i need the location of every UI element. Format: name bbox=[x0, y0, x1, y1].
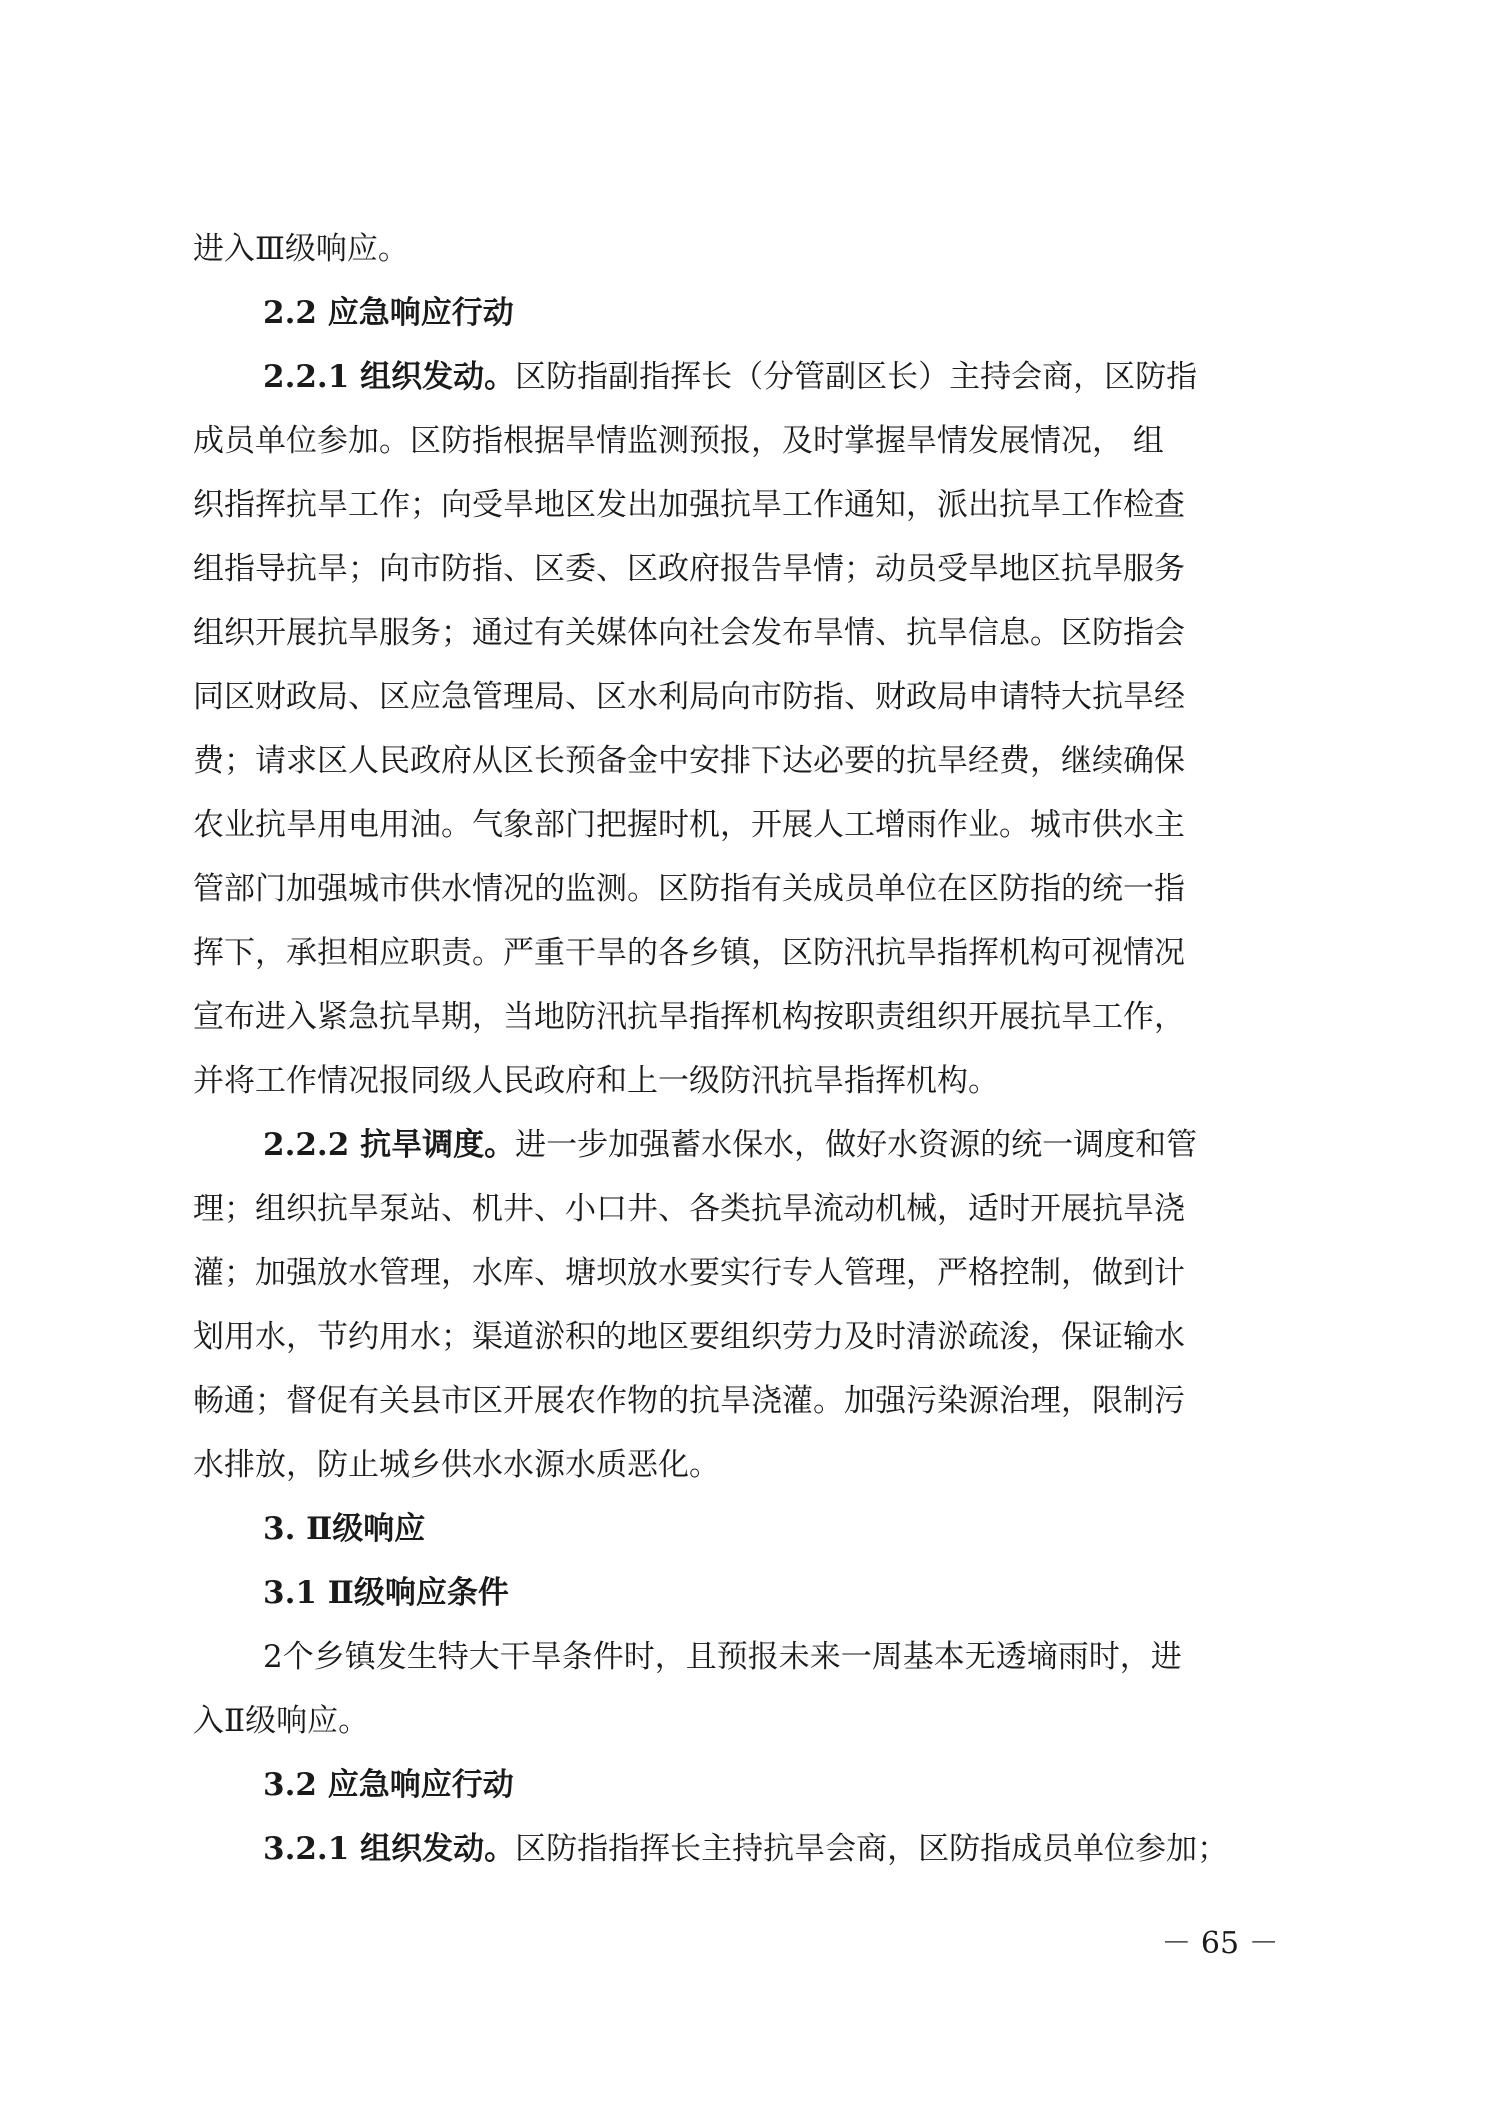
paragraph-line bbox=[193, 1241, 1297, 1305]
section-heading-2-2 bbox=[193, 281, 1297, 345]
line-text: 同区财政局、区应急管理局、区水利局向市防指、财政局申请特大抗旱经 bbox=[193, 679, 1185, 715]
paragraph-line bbox=[193, 921, 1297, 985]
paragraph-line bbox=[193, 473, 1297, 537]
line-text: 组织开展抗旱服务；通过有关媒体向社会发布旱情、抗旱信息。区防指会 bbox=[193, 615, 1185, 651]
paragraph-line-3-2-1-start bbox=[193, 1817, 1297, 1881]
subsection-lead-2-2-2: 2.2.2 抗旱调度。 bbox=[263, 1127, 516, 1163]
line-text: 水排放，防止城乡供水水源水质恶化。 bbox=[193, 1447, 720, 1483]
paragraph-line bbox=[193, 1049, 1297, 1113]
line-text: 费；请求区人民政府从区长预备金中安排下达必要的抗旱经费，继续确保 bbox=[193, 743, 1185, 779]
line-text: 管部门加强城市供水情况的监测。区防指有关成员单位在区防指的统一指 bbox=[193, 871, 1185, 907]
paragraph-line-3-1-start bbox=[193, 1625, 1297, 1689]
line-text: 织指挥抗旱工作；向受旱地区发出加强抗旱工作通知，派出抗旱工作检查 bbox=[193, 487, 1185, 523]
line-text: 理；组织抗旱泵站、机井、小口井、各类抗旱流动机械，适时开展抗旱浇 bbox=[193, 1191, 1185, 1227]
paragraph-line bbox=[193, 409, 1297, 473]
page-number: － 65 － bbox=[1161, 1926, 1279, 1961]
section-heading-3-1 bbox=[193, 1561, 1297, 1625]
document-body bbox=[193, 217, 1297, 1881]
paragraph-line-2-2-1-start bbox=[193, 345, 1297, 409]
line-text: 挥下，承担相应职责。严重干旱的各乡镇，区防汛抗旱指挥机构可视情况 bbox=[193, 935, 1185, 971]
section-heading-3-2 bbox=[193, 1753, 1297, 1817]
paragraph-line-continuation bbox=[193, 217, 1297, 281]
paragraph-line-2-2-2-start bbox=[193, 1113, 1297, 1177]
heading-text: 2.2 应急响应行动 bbox=[263, 295, 514, 331]
paragraph-line bbox=[193, 1369, 1297, 1433]
paragraph-line bbox=[193, 985, 1297, 1049]
line-text: 区防指指挥长主持抗旱会商，区防指成员单位参加； bbox=[515, 1831, 1229, 1867]
line-text: 并将工作情况报同级人民政府和上一级防汛抗旱指挥机构。 bbox=[193, 1063, 999, 1099]
heading-text: 3.2 应急响应行动 bbox=[263, 1767, 514, 1803]
heading-text: 3. Ⅱ级响应 bbox=[263, 1511, 426, 1547]
subsection-lead-2-2-1: 2.2.1 组织发动。 bbox=[263, 359, 516, 395]
line-text: 2个乡镇发生特大干旱条件时，且预报未来一周基本无透墒雨时，进 bbox=[263, 1639, 1182, 1675]
paragraph-line bbox=[193, 793, 1297, 857]
line-text: 灌；加强放水管理，水库、塘坝放水要实行专人管理，严格控制，做到计 bbox=[193, 1255, 1185, 1291]
line-text: 畅通；督促有关县市区开展农作物的抗旱浇灌。加强污染源治理，限制污 bbox=[193, 1383, 1185, 1419]
paragraph-line bbox=[193, 729, 1297, 793]
paragraph-line bbox=[193, 537, 1297, 601]
paragraph-line bbox=[193, 1433, 1297, 1497]
paragraph-line bbox=[193, 1177, 1297, 1241]
line-text: 区防指副指挥长（分管副区长）主持会商，区防指 bbox=[515, 359, 1198, 395]
section-heading-3 bbox=[193, 1497, 1297, 1561]
line-text: 农业抗旱用电用油。气象部门把握时机，开展人工增雨作业。城市供水主 bbox=[193, 807, 1185, 843]
paragraph-line bbox=[193, 665, 1297, 729]
line-text: 进一步加强蓄水保水，做好水资源的统一调度和管 bbox=[515, 1127, 1198, 1163]
line-text: 组指导抗旱；向市防指、区委、区政府报告旱情；动员受旱地区抗旱服务 bbox=[193, 551, 1185, 587]
subsection-lead-3-2-1: 3.2.1 组织发动。 bbox=[263, 1831, 516, 1867]
paragraph-line bbox=[193, 1305, 1297, 1369]
line-text: 入Ⅱ级响应。 bbox=[193, 1703, 370, 1739]
paragraph-line bbox=[193, 601, 1297, 665]
heading-text: 3.1 Ⅱ级响应条件 bbox=[263, 1575, 509, 1611]
line-text: 进入Ⅲ级响应。 bbox=[193, 231, 409, 267]
paragraph-line bbox=[193, 857, 1297, 921]
line-text: 划用水，节约用水；渠道淤积的地区要组织劳力及时清淤疏浚，保证输水 bbox=[193, 1319, 1185, 1355]
paragraph-line bbox=[193, 1689, 1297, 1753]
line-text: 成员单位参加。区防指根据旱情监测预报，及时掌握旱情发展情况， 组 bbox=[193, 423, 1164, 459]
line-text: 宣布进入紧急抗旱期，当地防汛抗旱指挥机构按职责组织开展抗旱工作， bbox=[193, 999, 1185, 1035]
